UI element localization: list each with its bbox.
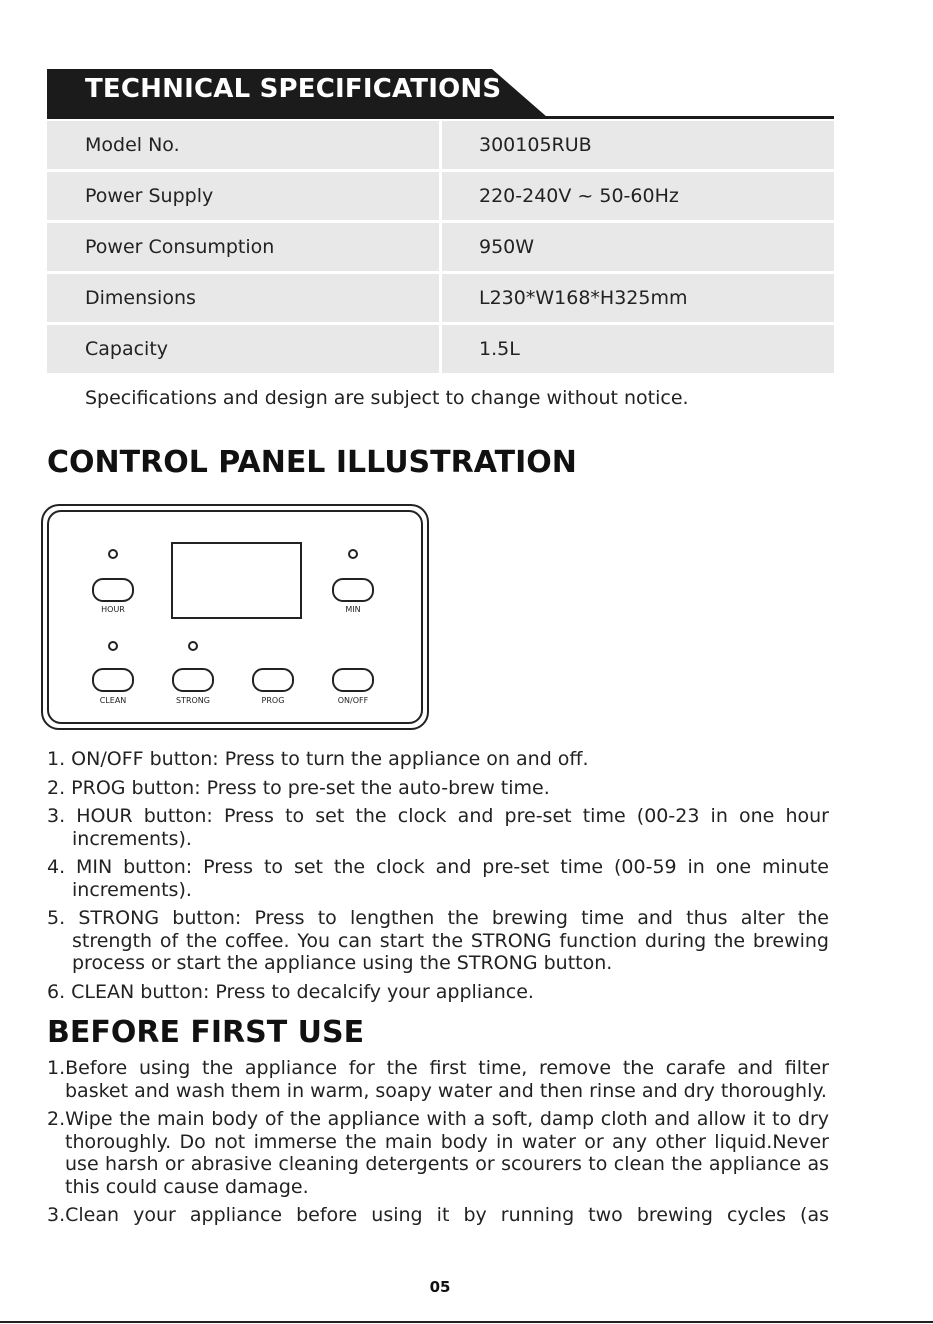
- spec-heading-rule: [47, 116, 834, 119]
- instruction-item: 2. PROG button: Press to pre-set the auto-brew time.: [47, 776, 550, 799]
- min-indicator-light: [348, 549, 358, 559]
- spec-value: 950W: [442, 223, 834, 271]
- instruction-item: 1. ON/OFF button: Press to turn the appliance on and off.: [47, 748, 589, 770]
- instruction-item: 4. MIN button: Press to set the clock and pre-set time (00-59 in one minute increments).: [47, 856, 829, 901]
- instruction-item: 2.Wipe the main body of the appliance with a soft, damp cloth and allow it to dry thoroughly. Do not immerse the main body in water or any other liquid.Never use harsh or abrasive cleaning detergents or scourers to clean the appliance as this could cause damage.: [47, 1108, 829, 1198]
- instruction-item: 1.Before using the appliance for the first time, remove the carafe and filter basket and wash them in warm, soapy water and then rinse and dry thoroughly.: [47, 1057, 829, 1102]
- strong-indicator-light: [188, 641, 198, 651]
- instruction-item: 3. HOUR button: Press to set the clock and pre-set time (00-23 in one hour increments).: [47, 805, 829, 850]
- bottom-rule: [0, 1321, 933, 1323]
- spec-value: 300105RUB: [442, 121, 834, 169]
- spec-note: Specifications and design are subject to change without notice.: [85, 387, 689, 409]
- spec-row: [47, 325, 834, 373]
- spec-label: Dimensions: [47, 274, 439, 322]
- hour-button-label: HOUR: [101, 605, 125, 614]
- spec-label: Power Supply: [47, 172, 439, 220]
- spec-row: [47, 172, 834, 220]
- spec-value: 220-240V ~ 50-60Hz: [442, 172, 834, 220]
- prog-button: [252, 668, 294, 692]
- onoff-button-label: ON/OFF: [337, 696, 369, 705]
- spec-label: Power Consumption: [47, 223, 439, 271]
- strong-button: [172, 668, 214, 692]
- strong-button-label: STRONG: [175, 696, 210, 705]
- spec-row: [47, 121, 834, 169]
- clean-indicator-light: [108, 641, 118, 651]
- spec-label: Model No.: [47, 121, 439, 169]
- spec-table: [47, 121, 834, 376]
- clean-button-label: CLEAN: [99, 696, 127, 705]
- clean-button: [92, 668, 134, 692]
- before-first-use-heading: BEFORE FIRST USE: [47, 1015, 365, 1050]
- control-panel-heading: CONTROL PANEL ILLUSTRATION: [47, 445, 577, 480]
- spec-row: [47, 274, 834, 322]
- spec-label: Capacity: [47, 325, 439, 373]
- spec-value: 1.5L: [442, 325, 834, 373]
- lcd-display: [171, 542, 302, 619]
- spec-row: [47, 223, 834, 271]
- page-number: 05: [429, 1278, 451, 1296]
- hour-button: [92, 578, 134, 602]
- instruction-item: 5. STRONG button: Press to lengthen the brewing time and thus alter the strength of the coffee. You can start the STRONG function during the brewing process or start the appliance using the STRONG button.: [47, 907, 829, 974]
- spec-heading: TECHNICAL SPECIFICATIONS: [85, 74, 502, 104]
- spec-value: L230*W168*H325mm: [442, 274, 834, 322]
- prog-button-label: PROG: [261, 696, 285, 705]
- min-button-label: MIN: [345, 605, 361, 614]
- control-panel-instructions: [47, 748, 829, 1003]
- onoff-button: [332, 668, 374, 692]
- min-button: [332, 578, 374, 602]
- before-first-use-instructions: [47, 1057, 829, 1227]
- instruction-item: 3.Clean your appliance before using it by running two brewing cycles (as: [47, 1204, 829, 1226]
- instruction-item: 6. CLEAN button: Press to decalcify your appliance.: [47, 980, 534, 1003]
- hour-indicator-light: [108, 549, 118, 559]
